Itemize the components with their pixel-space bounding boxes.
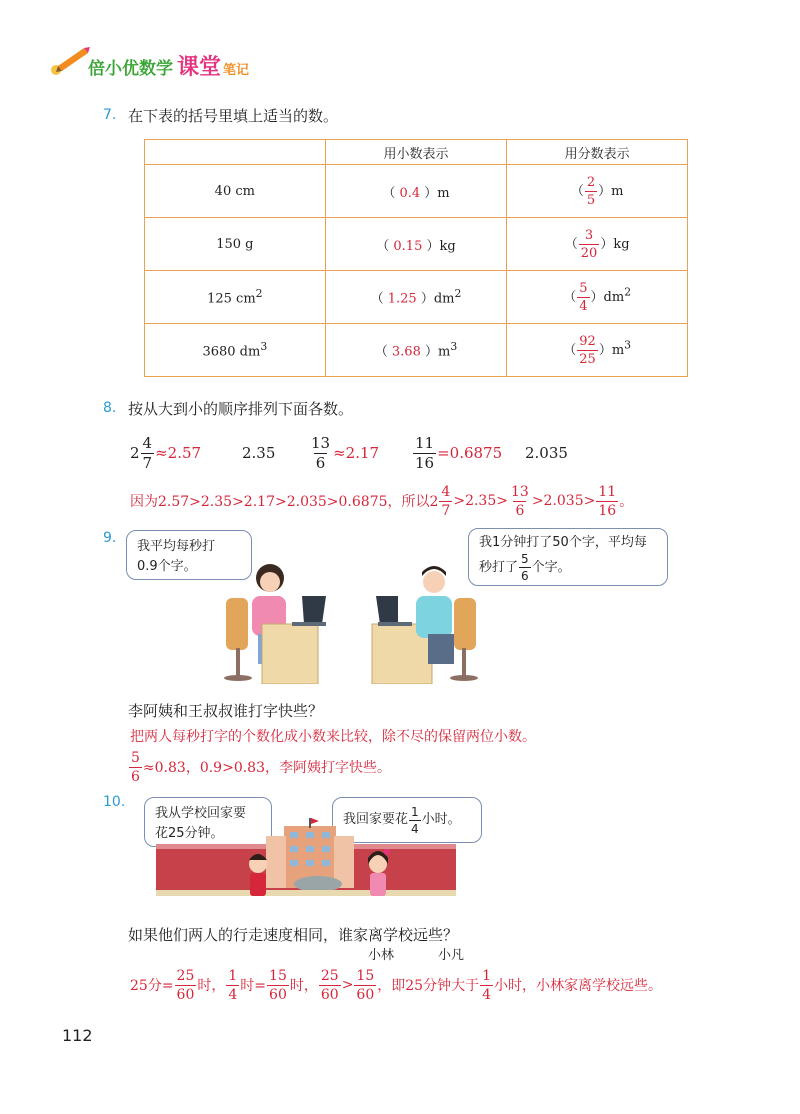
brand-part3: 笔记 bbox=[223, 63, 250, 78]
page-number: 112 bbox=[62, 1026, 93, 1045]
q10-answer: 25分= $\frac{25}{60}$ 时， $\frac{1}{4}$ 时= $\frac{15}{60}$ 时， $\frac{25}{60}$ > $\frac{15}{60}$ ，即25分钟大于 $\frac{1}{4}$ 小时，小林家离学校远些。 bbox=[130, 967, 662, 1003]
table-header-fraction: 用分数表示 bbox=[507, 140, 688, 165]
table-cell-fraction: （ $\frac{2}{5}$ ）m bbox=[507, 165, 688, 218]
q8-item-fraction2: $\frac{13}{6}$ ≈2.17 bbox=[311, 433, 380, 472]
speech-bubble-right: 我回家要花 $\frac{1}{4}$ 小时。 bbox=[332, 797, 482, 843]
q9-answer-line2: $\frac{5}{6}$ ≈0.83，0.9>0.83，李阿姨打字快些。 bbox=[131, 749, 391, 785]
brand-part1: 倍小优数学 bbox=[88, 59, 173, 79]
table-cell-fraction: （ $\frac{3}{20}$ ）kg bbox=[507, 218, 688, 271]
table-cell-quantity: 150 g bbox=[145, 218, 326, 271]
speech-bubble-left: 我从学校回家要 花25分钟。 bbox=[144, 797, 272, 847]
q8-item-plain2: 2.035 bbox=[525, 444, 568, 462]
table-cell-decimal: （ 1.25 ）$dm^2$ bbox=[325, 271, 507, 324]
q7-table bbox=[144, 139, 688, 377]
table-row bbox=[145, 218, 688, 271]
fraction: $\frac{3}{20}$ bbox=[580, 227, 598, 261]
q9-answer-line1: 把两人每秒打字的个数化成小数来比较，除不尽的保留两位小数。 bbox=[130, 729, 536, 745]
speech-bubble-left: 我平均每秒打 0.9个字。 bbox=[126, 530, 252, 580]
table-cell-fraction: （ $\frac{5}{4}$ ）$dm^2$ bbox=[507, 271, 688, 324]
speech-bubble-right: 我1分钟打了50个字，平均每 秒打了 $\frac{5}{6}$ 个字。 bbox=[468, 528, 668, 586]
q8-item-mixed: 2 $\frac{4}{7}$ ≈2.57 bbox=[130, 433, 202, 472]
fraction: $\frac{2}{5}$ bbox=[586, 174, 596, 208]
table-header-empty bbox=[145, 140, 326, 165]
school-illustration bbox=[156, 818, 456, 896]
q8-prompt: 按从大到小的顺序排列下面各数。 bbox=[128, 400, 354, 418]
table-cell-fraction: （ $\frac{92}{25}$ ）$m^3$ bbox=[507, 324, 688, 377]
table-row bbox=[145, 324, 688, 377]
q8-number: 8. bbox=[103, 400, 117, 416]
q7-number: 7. bbox=[103, 107, 117, 123]
q10-question: 如果他们两人的行走速度相同，谁家离学校远些？ bbox=[128, 926, 459, 944]
table-header-row bbox=[145, 140, 688, 165]
table-cell-quantity: 3680 $dm^3$ bbox=[145, 324, 326, 377]
fraction: $\frac{92}{25}$ bbox=[579, 333, 596, 367]
table-header-decimal: 用小数表示 bbox=[325, 140, 507, 165]
table-row bbox=[145, 165, 688, 218]
q7-prompt: 在下表的括号里填上适当的数。 bbox=[128, 107, 339, 125]
fraction: $\frac{5}{4}$ bbox=[579, 280, 588, 314]
q10-name-left: 小林 bbox=[368, 948, 395, 963]
q10-name-right: 小凡 bbox=[438, 948, 465, 963]
table-cell-quantity: 125 $cm^2$ bbox=[145, 271, 326, 324]
table-cell-decimal: （ 0.15 ）kg bbox=[325, 218, 507, 271]
table-cell-decimal: （ 3.68 ）$m^3$ bbox=[325, 324, 507, 377]
brand-part2: 课堂 bbox=[177, 55, 222, 80]
table-row bbox=[145, 271, 688, 324]
q8-item-fraction3: $\frac{11}{16}$ =0.6875 bbox=[415, 433, 503, 472]
q9-question: 李阿姨和王叔叔谁打字快些？ bbox=[128, 702, 324, 720]
q8-item-plain1: 2.35 bbox=[242, 444, 276, 462]
q8-answer: 因为2.57>2.35>2.17>2.035>0.6875，所以2 $\frac{4}{7}$ >2.35> $\frac{13}{6}$ >2.035> $\frac{11}{16}$ 。 bbox=[130, 483, 634, 519]
brand-title bbox=[88, 50, 249, 81]
typing-illustration bbox=[222, 560, 478, 684]
table-cell-decimal: （ 0.4 ）m bbox=[325, 165, 507, 218]
pencil-logo-icon bbox=[48, 44, 90, 78]
q9-number: 9. bbox=[103, 530, 117, 546]
page-header bbox=[48, 36, 308, 86]
q10-number: 10. bbox=[103, 794, 126, 810]
table-cell-quantity: 40 cm bbox=[145, 165, 326, 218]
